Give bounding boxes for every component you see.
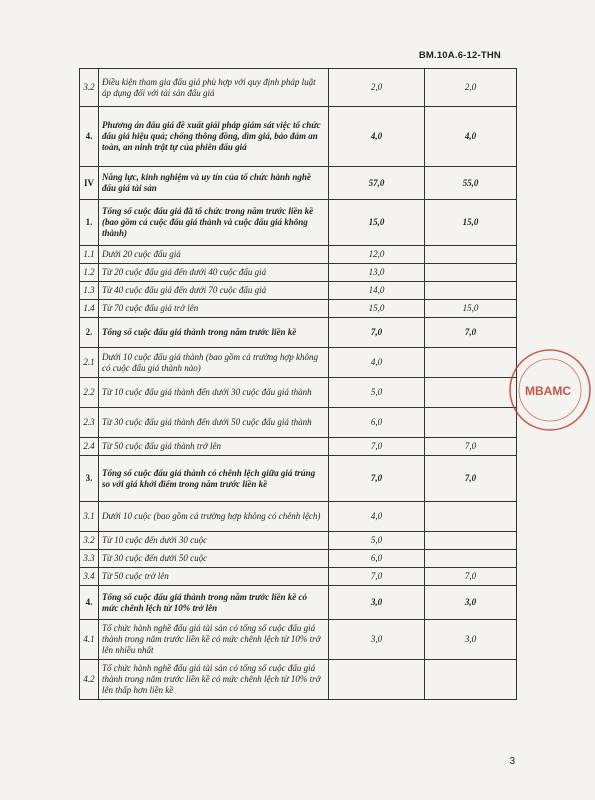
criterion-text: Từ 10 cuộc đến dưới 30 cuộc bbox=[99, 532, 329, 550]
criterion-number: 3.2 bbox=[80, 532, 99, 550]
criterion-text: Từ 50 cuộc đấu giá thành trở lên bbox=[99, 438, 329, 456]
criterion-text: Từ 10 cuộc đấu giá thành đến dưới 30 cuộc đấu giá thành bbox=[99, 378, 329, 408]
table-row bbox=[80, 660, 517, 700]
awarded-score: 4,0 bbox=[425, 107, 517, 167]
criterion-text: Tổng số cuộc đấu giá thành trong năm trước liền kề có mức chênh lệch từ 10% trở lên bbox=[99, 586, 329, 620]
table-row bbox=[80, 318, 517, 348]
criterion-number: 2. bbox=[80, 318, 99, 348]
table-row bbox=[80, 568, 517, 586]
max-score: 15,0 bbox=[329, 200, 425, 246]
awarded-score bbox=[425, 246, 517, 264]
awarded-score: 55,0 bbox=[425, 167, 517, 200]
criterion-text: Phương án đấu giá đề xuất giải pháp giám sát việc tổ chức đấu giá hiệu quả; chống thông đồng, dìm giá, bảo đảm an toàn, an ninh trật tự của phiên đấu giá bbox=[99, 107, 329, 167]
table-row bbox=[80, 246, 517, 264]
criterion-text: Từ 40 cuộc đấu giá đến dưới 70 cuộc đấu giá bbox=[99, 282, 329, 300]
criterion-text: Từ 50 cuộc trở lên bbox=[99, 568, 329, 586]
criterion-text: Tổng số cuộc đấu giá đã tổ chức trong năm trước liền kề (bao gồm cả cuộc đấu giá thành và cuộc đấu giá không thành) bbox=[99, 200, 329, 246]
table-row bbox=[80, 456, 517, 502]
table-row bbox=[80, 348, 517, 378]
criterion-number: 2.4 bbox=[80, 438, 99, 456]
awarded-score: 7,0 bbox=[425, 568, 517, 586]
criterion-text: Tổ chức hành nghề đấu giá tài sản có tổng số cuộc đấu giá thành trong năm trước liền kề có mức chênh lệch từ 10% trở lên thấp hơn liền kề bbox=[99, 660, 329, 700]
criterion-number: 3.4 bbox=[80, 568, 99, 586]
max-score: 7,0 bbox=[329, 568, 425, 586]
awarded-score: 15,0 bbox=[425, 200, 517, 246]
criterion-text: Từ 30 cuộc đến dưới 50 cuộc bbox=[99, 550, 329, 568]
awarded-score: 3,0 bbox=[425, 586, 517, 620]
criterion-text: Tổ chức hành nghề đấu giá tài sản có tổng số cuộc đấu giá thành trong năm trước liền kề có mức chênh lệch từ 10% trở lên nhiều nhất bbox=[99, 620, 329, 660]
criterion-number: 2.3 bbox=[80, 408, 99, 438]
max-score: 13,0 bbox=[329, 264, 425, 282]
table-row bbox=[80, 300, 517, 318]
awarded-score bbox=[425, 282, 517, 300]
stamp-text: MBAMC bbox=[525, 384, 571, 398]
max-score: 4,0 bbox=[329, 107, 425, 167]
awarded-score bbox=[425, 502, 517, 532]
awarded-score bbox=[425, 264, 517, 282]
awarded-score: 3,0 bbox=[425, 620, 517, 660]
max-score: 12,0 bbox=[329, 246, 425, 264]
table-row bbox=[80, 438, 517, 456]
max-score bbox=[329, 660, 425, 700]
max-score: 7,0 bbox=[329, 318, 425, 348]
criterion-number: 1.1 bbox=[80, 246, 99, 264]
max-score: 14,0 bbox=[329, 282, 425, 300]
table-row bbox=[80, 107, 517, 167]
max-score: 7,0 bbox=[329, 456, 425, 502]
criterion-number: 3.3 bbox=[80, 550, 99, 568]
document-code: BM.10A.6-12-THN bbox=[418, 50, 501, 61]
criterion-text: Dưới 10 cuộc (bao gồm cả trường hợp không có chênh lệch) bbox=[99, 502, 329, 532]
table-row bbox=[80, 378, 517, 408]
max-score: 5,0 bbox=[329, 532, 425, 550]
awarded-score bbox=[425, 550, 517, 568]
table-row bbox=[80, 264, 517, 282]
awarded-score bbox=[425, 348, 517, 378]
max-score: 6,0 bbox=[329, 408, 425, 438]
criterion-number: 1. bbox=[80, 200, 99, 246]
criterion-number: 1.3 bbox=[80, 282, 99, 300]
stamp-seal bbox=[505, 345, 595, 435]
awarded-score: 7,0 bbox=[425, 438, 517, 456]
table-row bbox=[80, 69, 517, 107]
criterion-number: 4.2 bbox=[80, 660, 99, 700]
max-score: 3,0 bbox=[329, 620, 425, 660]
criterion-number: 4. bbox=[80, 107, 99, 167]
criterion-number: IV bbox=[80, 167, 99, 200]
max-score: 4,0 bbox=[329, 348, 425, 378]
awarded-score: 7,0 bbox=[425, 456, 517, 502]
table-row bbox=[80, 282, 517, 300]
criterion-number: 2.2 bbox=[80, 378, 99, 408]
table-row bbox=[80, 200, 517, 246]
max-score: 2,0 bbox=[329, 69, 425, 107]
max-score: 57,0 bbox=[329, 167, 425, 200]
max-score: 5,0 bbox=[329, 378, 425, 408]
criterion-text: Dưới 20 cuộc đấu giá bbox=[99, 246, 329, 264]
criterion-number: 4. bbox=[80, 586, 99, 620]
page-number: 3 bbox=[509, 756, 515, 767]
criterion-number: 1.2 bbox=[80, 264, 99, 282]
criterion-number: 2.1 bbox=[80, 348, 99, 378]
awarded-score bbox=[425, 532, 517, 550]
table-row bbox=[80, 620, 517, 660]
awarded-score: 2,0 bbox=[425, 69, 517, 107]
criterion-number: 3.1 bbox=[80, 502, 99, 532]
table-row bbox=[80, 586, 517, 620]
criterion-text: Dưới 10 cuộc đấu giá thành (bao gồm cả trường hợp không có cuộc đấu giá thành nào) bbox=[99, 348, 329, 378]
table-row bbox=[80, 532, 517, 550]
max-score: 4,0 bbox=[329, 502, 425, 532]
table-row bbox=[80, 502, 517, 532]
max-score: 3,0 bbox=[329, 586, 425, 620]
criterion-text: Năng lực, kinh nghiệm và uy tín của tổ chức hành nghề đấu giá tài sản bbox=[99, 167, 329, 200]
awarded-score bbox=[425, 408, 517, 438]
awarded-score bbox=[425, 378, 517, 408]
table-row bbox=[80, 408, 517, 438]
criteria-table bbox=[79, 68, 517, 700]
criterion-text: Từ 20 cuộc đấu giá đến dưới 40 cuộc đấu giá bbox=[99, 264, 329, 282]
awarded-score bbox=[425, 660, 517, 700]
criterion-text: Điều kiện tham gia đấu giá phù hợp với quy định pháp luật áp dụng đối với tài sản đấu giá bbox=[99, 69, 329, 107]
criterion-number: 3. bbox=[80, 456, 99, 502]
criterion-text: Từ 70 cuộc đấu giá trở lên bbox=[99, 300, 329, 318]
awarded-score: 15,0 bbox=[425, 300, 517, 318]
max-score: 15,0 bbox=[329, 300, 425, 318]
criterion-text: Từ 30 cuộc đấu giá thành đến dưới 50 cuộc đấu giá thành bbox=[99, 408, 329, 438]
criterion-text: Tổng số cuộc đấu giá thành có chênh lệch giữa giá trúng so với giá khởi điểm trong năm trước liền kề bbox=[99, 456, 329, 502]
criterion-text: Tổng số cuộc đấu giá thành trong năm trước liền kề bbox=[99, 318, 329, 348]
criterion-number: 3.2 bbox=[80, 69, 99, 107]
criterion-number: 1.4 bbox=[80, 300, 99, 318]
criterion-number: 4.1 bbox=[80, 620, 99, 660]
table-row bbox=[80, 550, 517, 568]
table-row bbox=[80, 167, 517, 200]
awarded-score: 7,0 bbox=[425, 318, 517, 348]
max-score: 7,0 bbox=[329, 438, 425, 456]
max-score: 6,0 bbox=[329, 550, 425, 568]
